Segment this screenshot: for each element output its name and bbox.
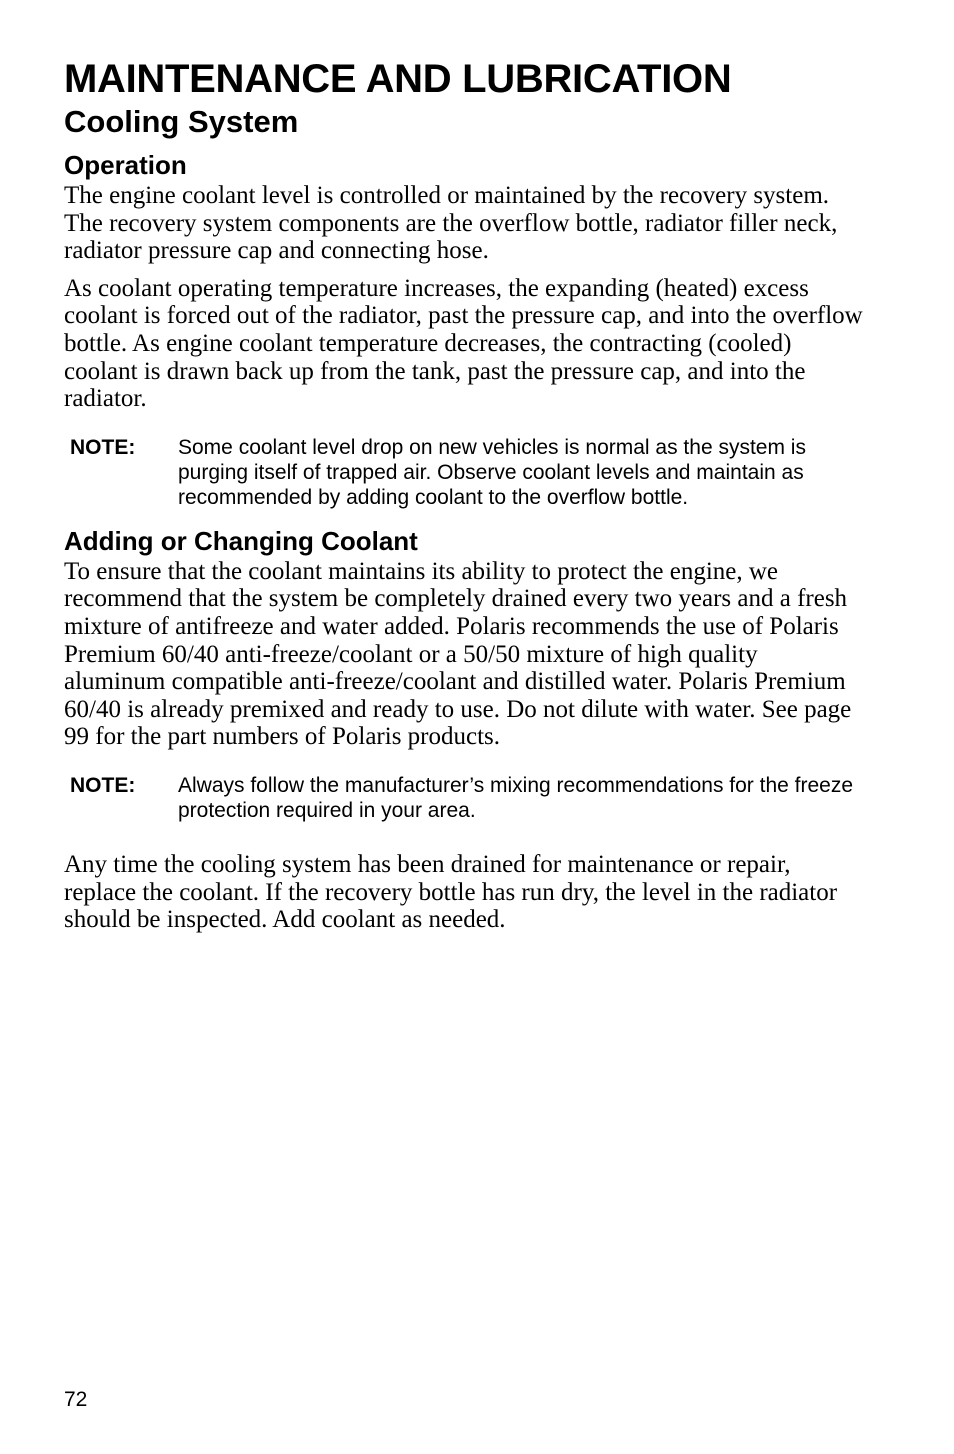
note-label: NOTE:	[70, 773, 136, 797]
page-number: 72	[64, 1388, 88, 1411]
note-text: Always follow the manufacturer’s mixing recommendations for the freeze protection required in your area.	[178, 773, 854, 822]
operation-note	[64, 435, 864, 510]
operation-heading: Operation	[64, 150, 187, 180]
section-title: Cooling System	[64, 104, 299, 139]
adding-coolant-note	[64, 773, 864, 823]
note-label: NOTE:	[70, 435, 136, 459]
operation-paragraph-1: The engine coolant level is controlled or maintained by the recovery system. The recovery system components are the overflow bottle, radiator filler neck, radiator pressure cap and connecting hose.	[64, 182, 838, 265]
adding-coolant-heading: Adding or Changing Coolant	[64, 525, 418, 556]
note-text: Some coolant level drop on new vehicles is normal as the system is purging itself of trapped air. Observe coolant levels and maintain as recommended by adding coolant to the overflow bottle.	[178, 435, 806, 509]
adding-coolant-paragraph: To ensure that the coolant maintains its ability to protect the engine, we recommend that the system be completely drained every two years and a fresh mixture of antifreeze and water added. Polaris recommends the use of Polaris Premium 60/40 anti-freeze/coolant or a 50/50 mixture of high quality aluminum compatible anti-freeze/coolant and distilled water. Polaris Premium 60/40 is already premixed and ready to use. Do not dilute with water. See page 99 for the part numbers of Polaris products.	[64, 557, 852, 751]
page-title: MAINTENANCE AND LUBRICATION	[64, 57, 732, 101]
document-page	[64, 56, 864, 944]
drained-coolant-paragraph: Any time the cooling system has been drained for maintenance or repair, replace the coolant. If the recovery bottle has run dry, the level in the radiator should be inspected. Add coolant as needed.	[64, 850, 838, 934]
operation-paragraph-2: As coolant operating temperature increases, the expanding (heated) excess coolant is forced out of the radiator, past the pressure cap, and into the overflow bottle. As engine coolant temperature decreases, the contracting (cooled) coolant is drawn back up from the tank, past the pressure cap, and into the radiator.	[64, 274, 863, 413]
